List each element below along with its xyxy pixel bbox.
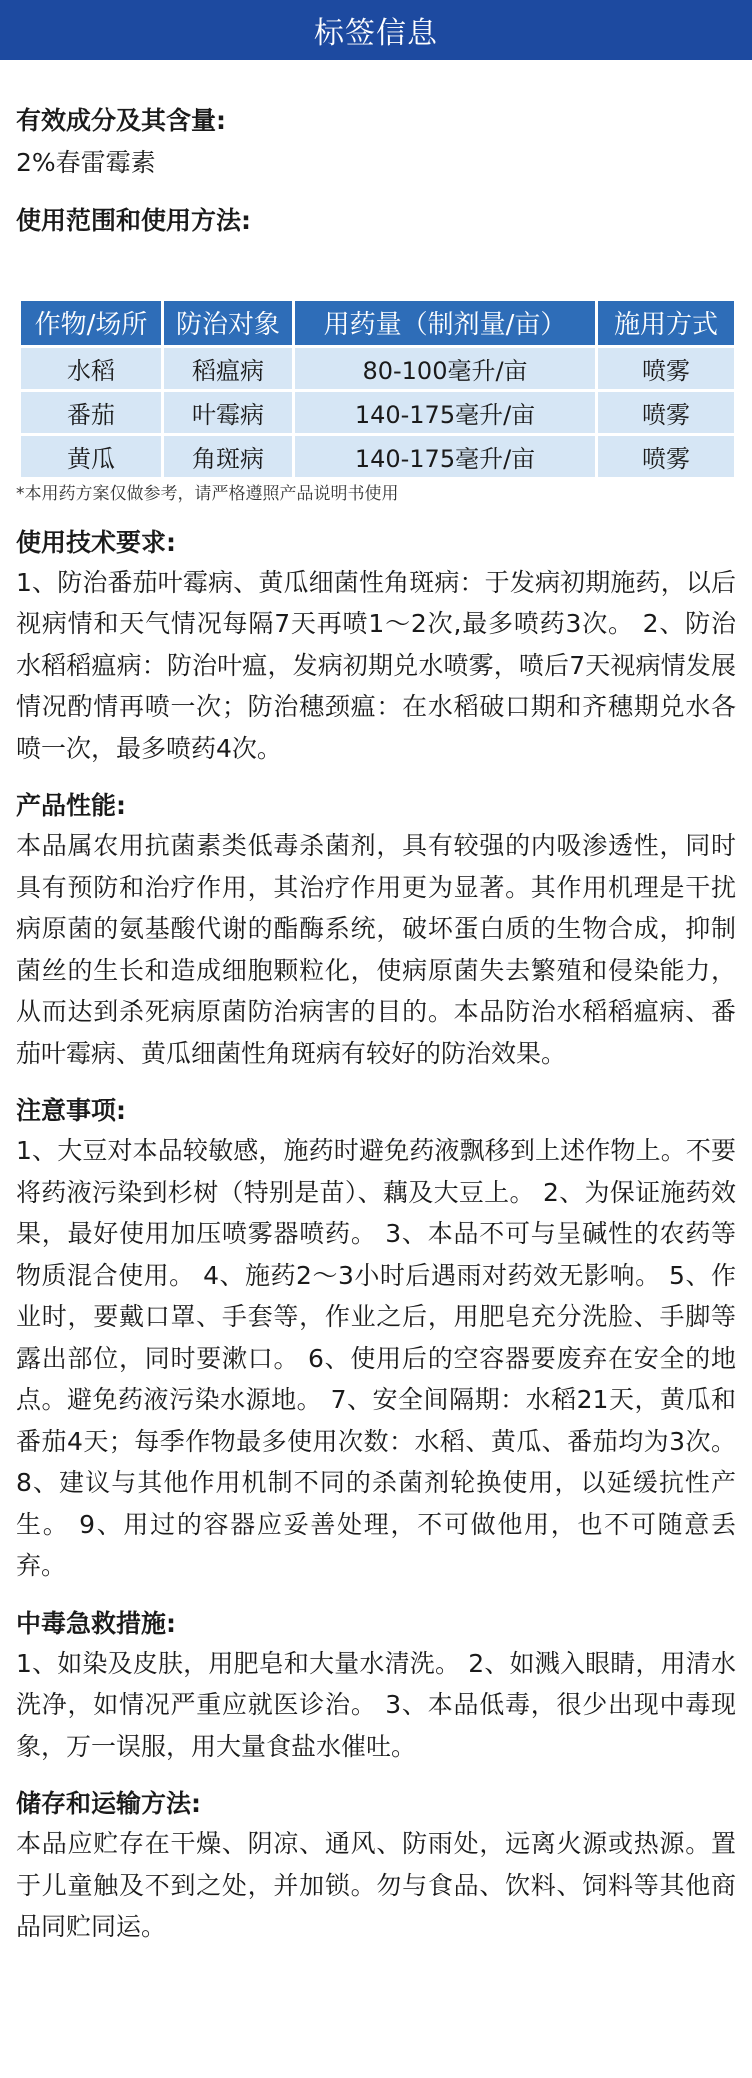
table-note: *本用药方案仅做参考，请严格遵照产品说明书使用 <box>16 483 399 504</box>
table-cell-method: 喷雾 <box>598 436 734 477</box>
technique-body: 1、防治番茄叶霉病、黄瓜细菌性角斑病：于发病初期施药，以后视病情和天气情况每隔7天再喷1～2次,最多喷药3次。 2、防治水稻稻瘟病：防治叶瘟，发病初期兑水喷雾，喷后7天视病情发展情况酌情再喷一次；防治穗颈瘟：在水稻破口期和齐穗期兑水各喷一次，最多喷药4次。 <box>16 567 736 763</box>
table-cell-target: 稻瘟病 <box>164 348 292 389</box>
precautions-section <box>16 1094 736 1587</box>
table-cell-target: 角斑病 <box>164 436 292 477</box>
storage-title: 储存和运输方法: <box>16 1789 201 1818</box>
technique-section <box>16 526 736 770</box>
label-content <box>0 60 752 1948</box>
precautions-title: 注意事项: <box>16 1096 126 1125</box>
table-header-dosage: 用药量（制剂量/亩） <box>295 301 595 345</box>
page-title: 标签信息 <box>314 16 438 51</box>
firstaid-title: 中毒急救措施: <box>16 1608 176 1638</box>
usage-title: 使用范围和使用方法: <box>16 205 251 235</box>
performance-section <box>16 789 736 1074</box>
ingredients-section <box>16 60 736 184</box>
table-cell-dosage: 140-175毫升/亩 <box>295 392 595 433</box>
technique-title: 使用技术要求: <box>16 527 176 557</box>
firstaid-body: 1、如染及皮肤，用肥皂和大量水清洗。 2、如溅入眼睛，用清水洗净，如情况严重应就医诊治。 3、本品低毒，很少出现中毒现象，万一误服，用大量食盐水催吐。 <box>16 1648 736 1761</box>
table-cell-crop: 水稻 <box>21 348 161 389</box>
table-cell-target: 叶霉病 <box>164 392 292 433</box>
table-cell-method: 喷雾 <box>598 392 734 433</box>
performance-title: 产品性能: <box>16 791 126 820</box>
table-header-crop: 作物/场所 <box>21 301 161 345</box>
storage-section <box>16 1787 736 1948</box>
table-header-method: 施用方式 <box>598 301 734 345</box>
table-row <box>21 348 734 389</box>
precautions-body: 1、大豆对本品较敏感，施药时避免药液飘移到上述作物上。不要将药液污染到杉树（特别是苗）、藕及大豆上。 2、为保证施药效果，最好使用加压喷雾器喷药。 3、本品不可与呈碱性的农药等物质混合使用。 4、施药2～3小时后遇雨对药效无影响。 5、作业时，要戴口罩、手套等，作业之后，用肥皂充分洗脸、手脚等露出部位，同时要漱口。 6、使用后的空容器要废弃在安全的地点。避免药液污染水源地。 7、安全间隔期：水稻21天，黄瓜和番茄4天；每季作物最多使用次数：水稻、黄瓜、番茄均为3次。 8、建议与其他作用机制不同的杀菌剂轮换使用，以延缓抗性产生。 9、用过的容器应妥善处理，不可做他用，也不可随意丢弃。 <box>16 1136 736 1580</box>
ingredients-body: 2%春雷霉素 <box>16 148 156 177</box>
table-row <box>21 436 734 477</box>
table-cell-dosage: 80-100毫升/亩 <box>295 348 595 389</box>
usage-section <box>16 204 736 238</box>
table-cell-crop: 黄瓜 <box>21 436 161 477</box>
page-header <box>0 0 752 60</box>
table-cell-dosage: 140-175毫升/亩 <box>295 436 595 477</box>
table-cell-method: 喷雾 <box>598 348 734 389</box>
table-header-target: 防治对象 <box>164 301 292 345</box>
storage-body: 本品应贮存在干燥、阴凉、通风、防雨处，远离火源或热源。置于儿童触及不到之处，并加锁。勿与食品、饮料、饲料等其他商品同贮同运。 <box>16 1829 736 1941</box>
table-header-row <box>21 301 734 345</box>
ingredients-title: 有效成分及其含量: <box>16 106 226 135</box>
table-row <box>21 392 734 433</box>
table-cell-crop: 番茄 <box>21 392 161 433</box>
firstaid-section <box>16 1607 736 1768</box>
performance-body: 本品属农用抗菌素类低毒杀菌剂，具有较强的内吸渗透性，同时具有预防和治疗作用，其治疗作用更为显著。其作用机理是干扰病原菌的氨基酸代谢的酯酶系统，破坏蛋白质的生物合成，抑制菌丝的生长和造成细胞颗粒化，使病原菌失去繁殖和侵染能力，从而达到杀死病原菌防治病害的目的。本品防治水稻稻瘟病、番茄叶霉病、黄瓜细菌性角斑病有较好的防治效果。 <box>16 831 736 1068</box>
usage-table <box>18 298 737 480</box>
